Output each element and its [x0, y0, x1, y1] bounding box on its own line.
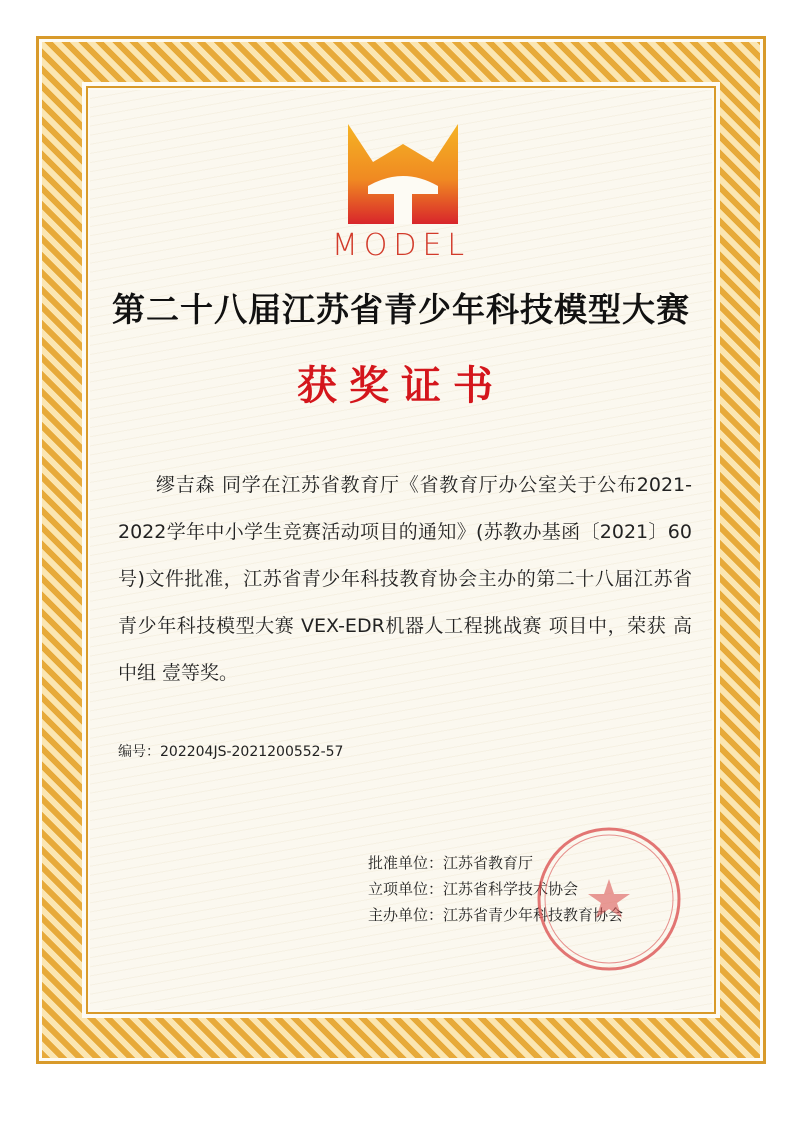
serial-number: 编号：202204JS-2021200552-57 — [118, 744, 344, 760]
certificate-subtitle: 获奖证书 — [297, 362, 505, 409]
unit-label: 主办单位： — [368, 906, 444, 924]
certificate — [36, 36, 766, 1064]
unit-label: 立项单位： — [368, 880, 444, 898]
logo-text: MODEL — [331, 228, 471, 263]
unit-value: 江苏省青少年科技教育协会 — [443, 906, 624, 924]
page-title: 第二十八届江苏省青少年科技模型大赛 — [112, 290, 690, 329]
unit-label: 批准单位： — [368, 854, 444, 872]
model-logo-icon — [338, 124, 468, 234]
official-seal-icon — [534, 824, 684, 974]
body-paragraph: 缪吉森 同学在江苏省教育厅《省教育厅办公室关于公布2021-2022学年中小学生竞赛活动项目的通知》(苏教办基函〔2021〕60号)文件批准，江苏省青少年科技教育协会主办的第二十八届江苏省青少年科技模型大赛 VEX-EDR机器人工程挑战赛 项目中，荣获 高中组 壹等奖。 — [118, 474, 692, 684]
unit-value: 江苏省教育厅 — [443, 854, 534, 872]
unit-value: 江苏省科学技术协会 — [443, 880, 579, 898]
certificate-body — [118, 462, 692, 697]
